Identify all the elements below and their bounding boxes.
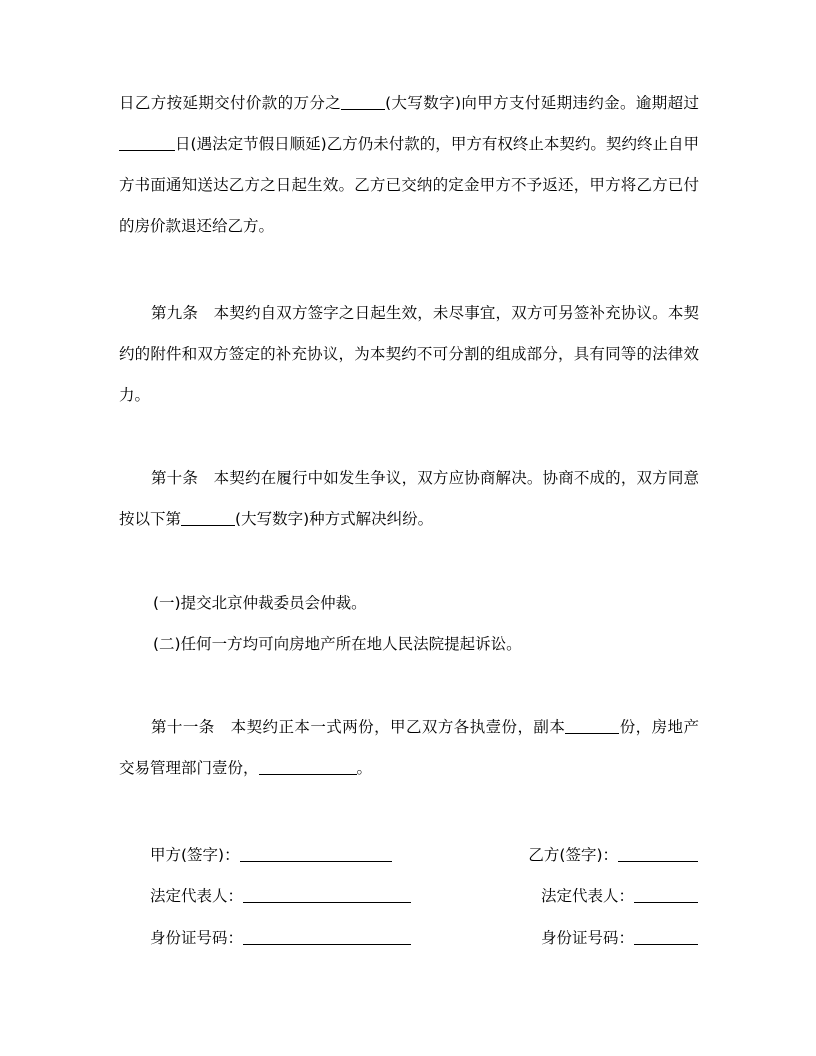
party-b-id-label: 身份证号码： xyxy=(540,929,634,947)
signature-row-3 xyxy=(150,926,698,948)
party-b-legal-rep-label: 法定代表人： xyxy=(540,887,634,905)
party-a-id-number xyxy=(150,926,411,948)
clause-10 xyxy=(119,458,699,540)
party-a-id-line[interactable] xyxy=(243,926,411,945)
overdue-days-blank[interactable] xyxy=(119,132,175,151)
copy-holder-blank[interactable] xyxy=(259,756,357,775)
clause-10-option-2: (二)任何一方均可向房地产所在地人民法院提起诉讼。 xyxy=(153,635,522,653)
party-a-legal-rep-label: 法定代表人： xyxy=(150,887,244,905)
party-a-sign-label: 甲方(签字)： xyxy=(150,846,240,864)
clause-11-text-3: 。 xyxy=(356,759,373,777)
clause-11 xyxy=(119,707,699,789)
party-b-signature xyxy=(528,843,698,865)
penalty-rate-blank[interactable] xyxy=(341,91,385,110)
clause-11-text-2: 份，房地产交易管理部门壹份， xyxy=(119,718,699,777)
party-a-sign-line[interactable] xyxy=(240,843,392,862)
clause-10-option-1: (一)提交北京仲裁委员会仲裁。 xyxy=(153,594,367,612)
signature-row-1 xyxy=(150,843,698,865)
clause-8-text-3: 日(遇法定节假日顺延)乙方仍未付款的，甲方有权终止本契约。契约终止自甲方书面通知送达乙方之日起生效。乙方已交纳的定金甲方不予返还，甲方将乙方已付的房价款退还给乙方。 xyxy=(119,135,699,235)
clause-8-tail xyxy=(119,83,699,247)
copies-count-blank[interactable] xyxy=(565,715,619,734)
party-b-id-number xyxy=(541,926,698,948)
signature-row-2 xyxy=(150,884,698,906)
dispute-method-blank[interactable] xyxy=(181,507,235,526)
clause-10-text-1: 第十条 本契约在履行中如发生争议，双方应协商解决。协商不成的，双方同意按以下第 xyxy=(119,469,699,528)
party-a-signature xyxy=(150,843,392,865)
party-a-legal-rep-line[interactable] xyxy=(243,884,411,903)
clause-10-text-2: (大写数字)种方式解决纠纷。 xyxy=(235,510,434,528)
party-b-legal-rep xyxy=(541,884,698,906)
party-b-id-line[interactable] xyxy=(634,926,698,945)
party-a-legal-rep xyxy=(150,884,411,906)
party-a-id-label: 身份证号码： xyxy=(150,929,244,947)
party-b-legal-rep-line[interactable] xyxy=(634,884,698,903)
clause-11-text-1: 第十一条 本契约正本一式两份，甲乙双方各执壹份，副本 xyxy=(151,718,566,736)
clause-8-text-1: 日乙方按延期交付价款的万分之 xyxy=(119,94,342,112)
clause-8-text-2: (大写数字)向甲方支付延期违约金。逾期超过 xyxy=(385,94,699,112)
party-b-sign-label: 乙方(签字)： xyxy=(528,846,618,864)
clause-9: 第九条 本契约自双方签字之日起生效，未尽事宜，双方可另签补充协议。本契约的附件和双方签定的补充协议，为本契约不可分割的组成部分，具有同等的法律效力。 xyxy=(119,304,699,404)
party-b-sign-line[interactable] xyxy=(618,843,698,862)
